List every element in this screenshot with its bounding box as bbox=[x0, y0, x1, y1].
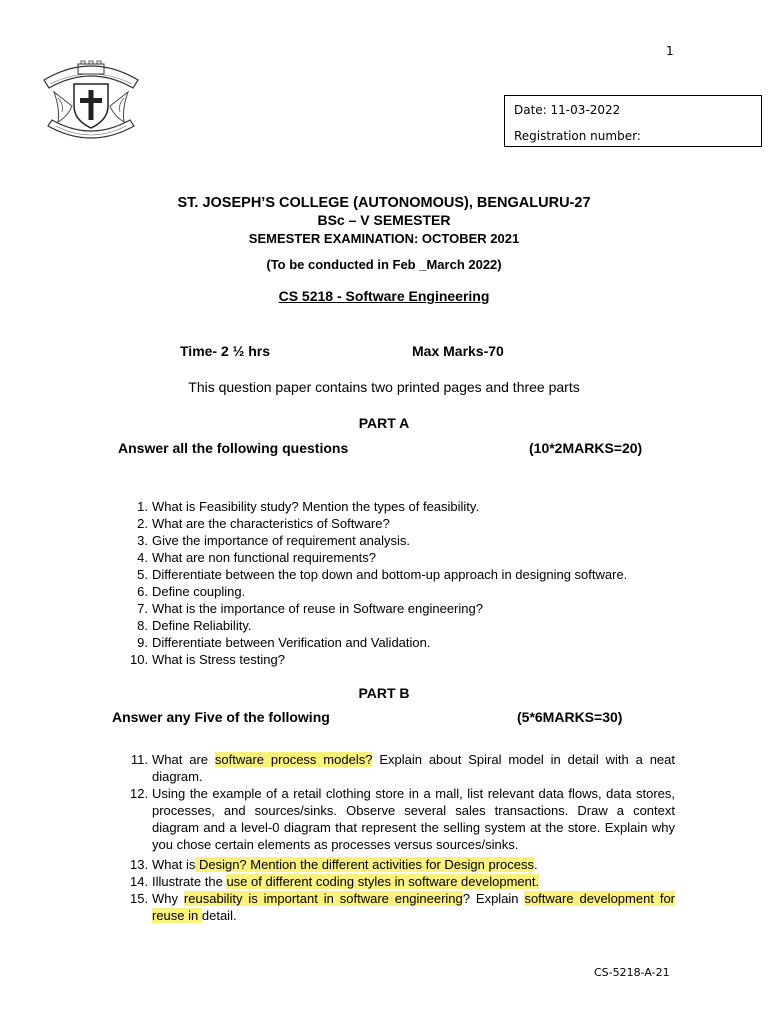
question-text: Differentiate between Verification and Validation. bbox=[152, 635, 431, 650]
question-number: 14. bbox=[130, 874, 149, 889]
highlighted-text: Design? Mention the different activities for Design process bbox=[195, 857, 534, 872]
question-text: . bbox=[534, 857, 538, 872]
course-title: CS 5218 - Software Engineering bbox=[278, 288, 490, 304]
question-text: What is the importance of reuse in Software engineering? bbox=[152, 601, 483, 616]
question-number: 1. bbox=[137, 499, 148, 514]
question-number: 11. bbox=[130, 752, 148, 767]
question-number: 15. bbox=[130, 891, 149, 906]
question-number: 9. bbox=[137, 635, 148, 650]
question-item bbox=[130, 498, 690, 515]
part-a-instruction: Answer all the following questions bbox=[118, 440, 349, 456]
question-item bbox=[130, 617, 690, 634]
conducted-note: (To be conducted in Feb _March 2022) bbox=[266, 257, 502, 272]
question-text: Explain about Spiral model in detail with a neat diagram. bbox=[152, 752, 675, 784]
part-a-marks: (10*2MARKS=20) bbox=[529, 440, 643, 456]
question-text: What are non functional requirements? bbox=[152, 550, 377, 565]
question-text: Illustrate the bbox=[152, 874, 227, 889]
question-number: 4. bbox=[137, 550, 148, 565]
question-text: What is Stress testing? bbox=[152, 652, 285, 667]
question-number: 13. bbox=[130, 857, 149, 872]
question-item bbox=[130, 651, 690, 668]
question-item bbox=[130, 515, 690, 532]
max-marks: Max Marks-70 bbox=[412, 343, 504, 359]
question-text: What are the characteristics of Software? bbox=[152, 516, 390, 531]
semester-label: BSc – V SEMESTER bbox=[317, 212, 451, 228]
question-text: Define coupling. bbox=[152, 584, 246, 599]
question-item bbox=[130, 751, 675, 785]
question-text: What is bbox=[152, 857, 196, 872]
question-text: Give the importance of requirement analysis. bbox=[152, 533, 410, 548]
question-text: Define Reliability. bbox=[152, 618, 252, 633]
part-b-questions bbox=[130, 751, 675, 924]
page-number: 1 bbox=[666, 44, 674, 58]
question-item bbox=[130, 634, 690, 651]
question-text: ? Explain bbox=[462, 891, 525, 906]
question-number: 8. bbox=[137, 618, 148, 633]
college-name: ST. JOSEPH’S COLLEGE (AUTONOMOUS), BENGALURU-27 bbox=[177, 195, 591, 211]
question-item bbox=[130, 785, 675, 853]
paper-code-footer: CS-5218-A-21 bbox=[594, 966, 670, 979]
highlighted-text: software development for reuse in bbox=[152, 891, 676, 923]
highlighted-text: software process models? bbox=[214, 752, 373, 767]
highlighted-text: use of different coding styles in software development. bbox=[226, 874, 540, 889]
question-number: 6. bbox=[137, 584, 148, 599]
question-number: 3. bbox=[137, 533, 148, 548]
question-number: 5. bbox=[137, 567, 148, 582]
part-a-title: PART A bbox=[358, 415, 410, 431]
question-item bbox=[130, 532, 690, 549]
question-item bbox=[130, 583, 690, 600]
question-text: Why bbox=[152, 891, 184, 906]
question-text: What is Feasibility study? Mention the types of feasibility. bbox=[152, 499, 480, 514]
question-text: detail. bbox=[201, 908, 237, 923]
question-item bbox=[130, 549, 690, 566]
question-item bbox=[130, 856, 675, 873]
question-text: Differentiate between the top down and bottom-up approach in designing software. bbox=[152, 567, 628, 582]
question-number: 10. bbox=[130, 652, 149, 667]
registration-number-label: Registration number: bbox=[514, 129, 641, 143]
highlighted-text: reusability is important in software engineering bbox=[183, 891, 463, 906]
question-item bbox=[130, 600, 690, 617]
part-b-instruction: Answer any Five of the following bbox=[112, 709, 330, 725]
question-item bbox=[130, 566, 690, 583]
exam-title: SEMESTER EXAMINATION: OCTOBER 2021 bbox=[248, 231, 520, 246]
college-seal-logo bbox=[40, 58, 142, 146]
question-text: Using the example of a retail clothing store in a mall, list relevant data flows, data stores, processes, and sources/sinks. Observe several sales transactions. Draw a context diagram and a level-0 diagram that represent the selling system at the store. Explain why you chose certain elements as processes versus sources/sinks. bbox=[152, 786, 675, 852]
part-a-questions bbox=[130, 498, 690, 668]
question-number: 2. bbox=[137, 516, 148, 531]
question-item bbox=[130, 890, 675, 924]
question-item bbox=[130, 873, 675, 890]
question-number: 7. bbox=[137, 601, 148, 616]
part-b-marks: (5*6MARKS=30) bbox=[517, 709, 623, 725]
exam-duration: Time- 2 ½ hrs bbox=[180, 343, 271, 359]
exam-date: Date: 11-03-2022 bbox=[514, 103, 621, 117]
date-registration-box bbox=[504, 95, 762, 147]
paper-info: This question paper contains two printed pages and three parts bbox=[188, 379, 580, 395]
question-number: 12. bbox=[130, 786, 149, 801]
part-b-title: PART B bbox=[358, 685, 410, 701]
question-text: What are bbox=[152, 752, 215, 767]
